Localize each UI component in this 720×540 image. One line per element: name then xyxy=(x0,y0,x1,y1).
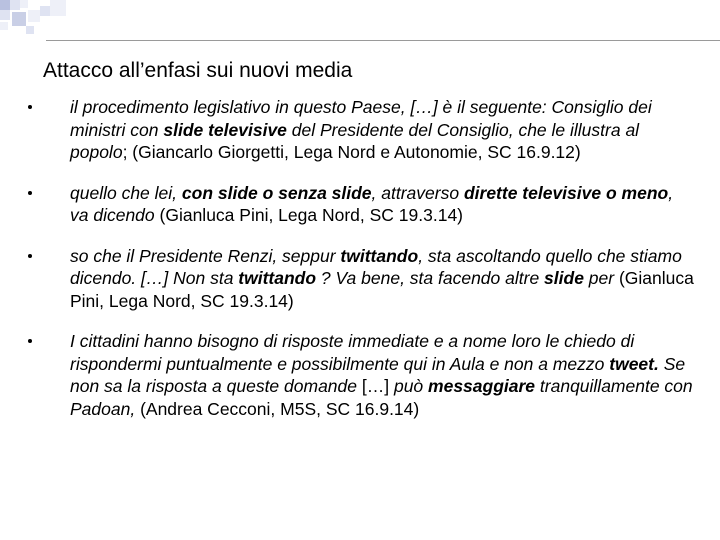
bullet-text-segment: per xyxy=(583,268,619,288)
bullet-text-segment: il procedimento legislativo in questo Paese, […] è il seguente: Consiglio dei ministri con xyxy=(70,97,652,140)
bullet-text-segment: ? Va bene, sta facendo altre xyxy=(316,268,545,288)
bullet-text-segment: tranquillamente con Padoan, xyxy=(70,376,693,419)
corner-square xyxy=(0,10,10,20)
corner-square xyxy=(20,0,28,8)
slide-title: Attacco all’enfasi sui nuovi media xyxy=(43,59,353,82)
title-rule xyxy=(46,40,720,41)
corner-square xyxy=(0,22,8,30)
bullet-text-segment: quello che lei, xyxy=(70,182,182,203)
bullet-text-segment: con slide o senza slide xyxy=(181,182,372,203)
corner-square xyxy=(40,6,50,16)
bullet-text-segment: so che il Presidente Renzi, seppur xyxy=(70,245,341,266)
bullet-text-segment: […] xyxy=(361,376,394,396)
bullet-text-segment: dirette televisive o meno xyxy=(463,182,669,203)
corner-square xyxy=(28,10,40,22)
corner-decoration xyxy=(0,0,720,40)
bullet-text-segment: messaggiare xyxy=(428,376,536,396)
bullet-text-segment: I cittadini hanno bisogno di risposte immediate e a nome loro le chiedo di rispondermi puntualmente e possibilmente qui in Aula e non a mezzo xyxy=(70,331,635,374)
corner-square xyxy=(12,12,26,26)
corner-square xyxy=(50,0,66,16)
bullet-text-segment: ; (Giancarlo Giorgetti, Lega Nord e Autonomie, SC 16.9.12) xyxy=(122,142,581,162)
bullet-list xyxy=(24,96,694,438)
bullet-text-segment: (Andrea Cecconi, M5S, SC 16.9.14) xyxy=(140,398,420,419)
bullet-item xyxy=(24,96,694,164)
bullet-text-segment: slide televisive xyxy=(163,119,287,140)
corner-square xyxy=(10,0,20,10)
bullet-text-segment: può xyxy=(393,376,429,396)
bullet-text-segment: , va dicendo xyxy=(70,182,674,225)
bullet-text-segment: tweet. xyxy=(609,353,659,374)
bullet-text-segment: twittando xyxy=(238,268,317,288)
bullet-text-segment: slide xyxy=(544,268,584,288)
bullet-item xyxy=(24,245,694,313)
bullet-text-segment: , sta ascoltando quello che stiamo dicendo. […] Non sta xyxy=(70,245,682,288)
bullet-dot xyxy=(28,254,32,258)
corner-square xyxy=(0,0,10,10)
bullet-text-segment: twittando xyxy=(340,245,419,266)
bullet-item xyxy=(24,330,694,420)
bullet-dot xyxy=(28,191,32,195)
corner-square xyxy=(26,26,34,34)
bullet-dot xyxy=(28,105,32,109)
bullet-text-segment: (Gianluca Pini, Lega Nord, SC 19.3.14) xyxy=(159,205,464,225)
bullet-text-segment: (Gianluca Pini, Lega Nord, SC 19.3.14) xyxy=(70,268,694,311)
bullet-dot xyxy=(28,339,32,343)
bullet-text-segment: del Presidente del Consiglio, che le illustra al popolo xyxy=(70,119,640,162)
bullet-item xyxy=(24,182,694,227)
bullet-text-segment: , attraverso xyxy=(371,182,464,203)
bullet-text-segment: Se non sa la risposta a queste domande xyxy=(70,353,686,396)
